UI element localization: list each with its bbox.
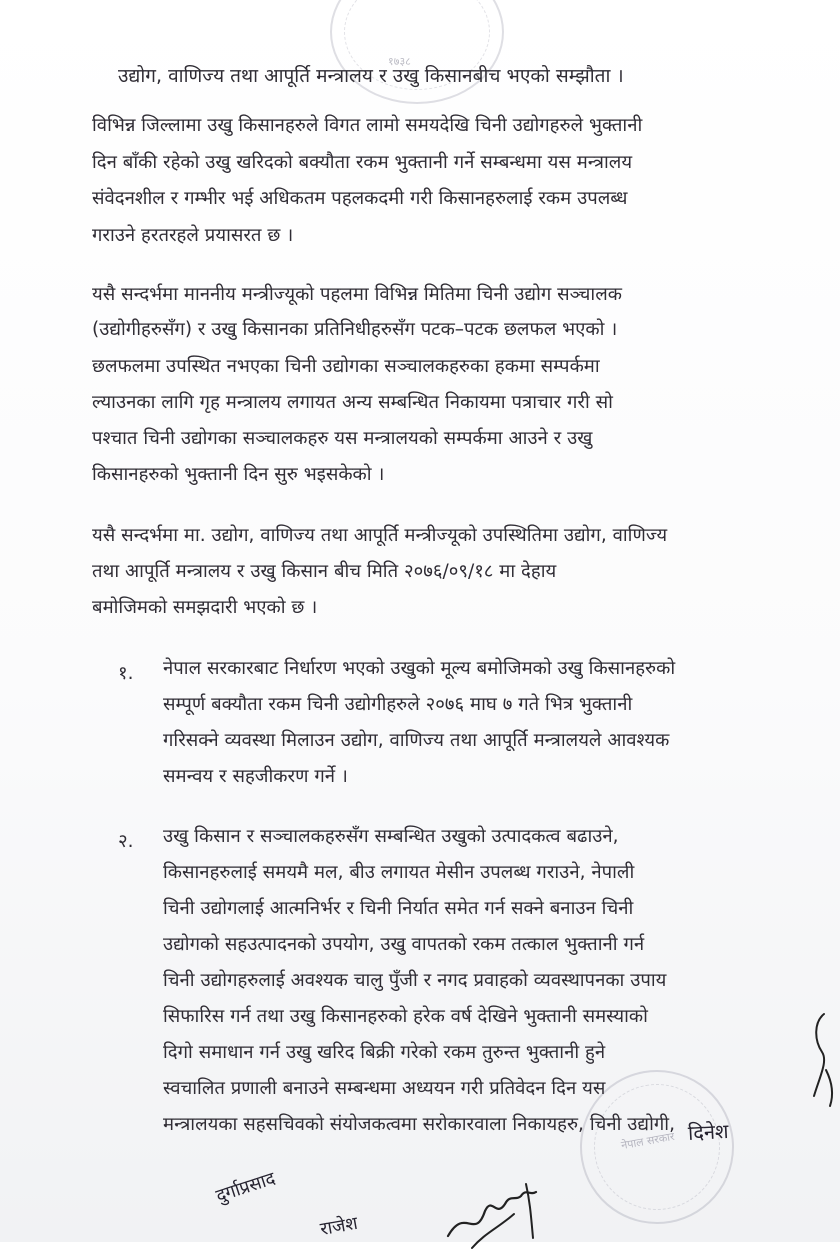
para-1-line-2: दिन बाँकी रहेको उखु खरिदको बक्यौता रकम भुक्तानी गर्ने सम्बन्धमा यस मन्त्रालय (92, 152, 633, 173)
para-2-line-3: छलफलमा उपस्थित नभएका चिनी उद्योगका सञ्चालकहरुका हकमा सम्पर्कमा (92, 356, 600, 377)
item-2-line-8: स्वचालित प्रणाली बनाउने सम्बन्धमा अध्ययन गरी प्रतिवेदन दिन यस (163, 1078, 606, 1099)
para-2-line-5: पश्चात चिनी उद्योगका सञ्चालकहरु यस मन्त्रालयको सम्पर्कमा आउने र उखु (92, 428, 593, 449)
para-1-line-3: संवेदनशील र गम्भीर भई अधिकतम पहलकदमी गरी किसानहरुलाई रकम उपलब्ध (92, 188, 628, 209)
item-1-number: १. (118, 663, 134, 684)
signature-3 (440, 1176, 560, 1256)
item-1-line-4: समन्वय र सहजीकरण गर्ने । (163, 766, 348, 787)
top-stamp-text: १७३८ (388, 55, 411, 68)
signature-1: दुर्गाप्रसाद (213, 1168, 278, 1207)
signature-4: दिनेश (687, 1118, 730, 1146)
item-2-line-1: उखु किसान र सञ्चालकहरुसँग सम्बन्धित उखुको उत्पादकत्व बढाउने, (163, 826, 619, 847)
item-1-line-2: सम्पूर्ण बक्यौता रकम चिनी उद्योगीहरुले २०७६ माघ ७ गते भित्र भुक्तानी (163, 694, 633, 715)
bottom-stamp-text: नेपाल सरकार (620, 1129, 676, 1153)
signature-area (0, 1000, 840, 1242)
para-1-line-4: गराउने हरतरहले प्रयासरत छ । (92, 225, 294, 246)
item-2-line-3: चिनी उद्योगलाई आत्मनिर्भर र चिनी निर्यात समेत गर्न सक्ने बनाउन चिनी (163, 898, 634, 919)
item-2-number: २. (118, 831, 134, 852)
para-2-line-4: ल्याउनका लागि गृह मन्त्रालय लगायत अन्य सम्बन्धित निकायमा पत्राचार गरी सो (92, 392, 613, 413)
item-2-line-7: दिगो समाधान गर्न उखु खरिद बिक्री गरेको रकम तुरुन्त भुक्तानी हुने (163, 1042, 606, 1063)
item-1-line-3: गरिसक्ने व्यवस्था मिलाउन उद्योग, वाणिज्य तथा आपूर्ति मन्त्रालयले आवश्यक (163, 730, 670, 751)
para-2-line-1: यसै सन्दर्भमा माननीय मन्त्रीज्यूको पहलमा विभिन्न मितिमा चिनी उद्योग सञ्चालक (92, 284, 622, 305)
signature-5 (804, 1010, 838, 1110)
para-1-line-1: विभिन्न जिल्लामा उखु किसानहरुले विगत लामो समयदेखि चिनी उद्योगहरुले भुक्तानी (92, 115, 643, 136)
para-3-line-1: यसै सन्दर्भमा मा. उद्योग, वाणिज्य तथा आपूर्ति मन्त्रीज्यूको उपस्थितिमा उद्योग, वाणिज्य (92, 525, 668, 546)
item-2-line-5: चिनी उद्योगहरुलाई अवश्यक चालु पुँजी र नगद प्रवाहको व्यवस्थापनका उपाय (163, 970, 667, 991)
signature-2: राजेश (318, 1212, 360, 1241)
item-1-line-1: नेपाल सरकारबाट निर्धारण भएको उखुको मूल्य बमोजिमको उखु किसानहरुको (163, 658, 676, 679)
top-stamp (330, 0, 504, 104)
item-2-line-2: किसानहरुलाई समयमै मल, बीउ लगायत मेसीन उपलब्ध गराउने, नेपाली (163, 862, 635, 883)
item-2-line-9: मन्त्रालयका सहसचिवको संयोजकत्वमा सरोकारवाला निकायहरु, चिनी उद्योगी, (163, 1114, 675, 1135)
para-2-line-6: किसानहरुको भुक्तानी दिन सुरु भइसकेको । (92, 464, 385, 485)
para-3-line-2: तथा आपूर्ति मन्त्रालय र उखु किसान बीच मिति २०७६/०९/१८ मा देहाय (92, 561, 557, 582)
para-3-line-3: बमोजिमको समझदारी भएको छ । (92, 597, 318, 618)
document-title: उद्योग, वाणिज्य तथा आपूर्ति मन्त्रालय र उखु किसानबीच भएको सम्झौता । (118, 65, 624, 87)
para-2-line-2: (उद्योगीहरुसँग) र उखु किसानका प्रतिनिधीहरुसँग पटक–पटक छलफल भएको । (92, 319, 618, 340)
item-2-line-6: सिफारिस गर्न तथा उखु किसानहरुको हरेक वर्ष देखिने भुक्तानी समस्याको (163, 1006, 648, 1027)
item-2-line-4: उद्योगको सहउत्पादनको उपयोग, उखु वापतको रकम तत्काल भुक्तानी गर्न (163, 934, 645, 955)
